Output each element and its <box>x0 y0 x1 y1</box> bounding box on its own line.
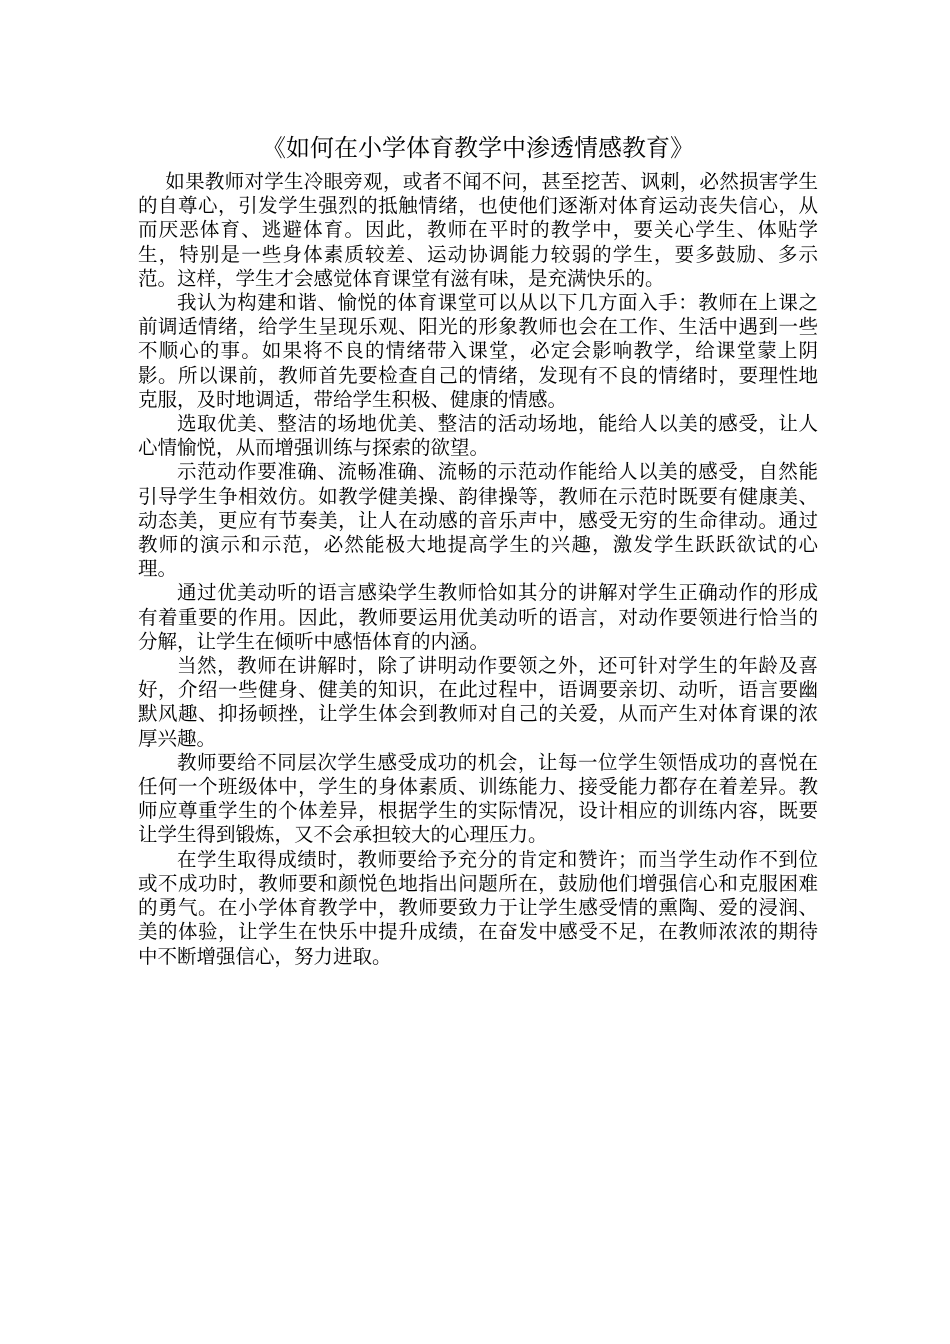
paragraph-4: 示范动作要准确、流畅准确、流畅的示范动作能给人以美的感受，自然能引导学生争相效仿。如教学健美操、韵律操等，教师在示范时既要有健康美、动态美，更应有节奏美，让人在动感的音乐声中，感受无穷的生命律动。通过教师的演示和示范，必然能极大地提高学生的兴趣，激发学生跃跃欲试的心理。 <box>138 460 818 581</box>
paragraph-5: 通过优美动听的语言感染学生教师恰如其分的讲解对学生正确动作的形成有着重要的作用。因此，教师要运用优美动听的语言，对动作要领进行恰当的分解，让学生在倾听中感悟体育的内涵。 <box>138 581 818 653</box>
paragraph-8: 在学生取得成绩时，教师要给予充分的肯定和赞许；而当学生动作不到位或不成功时，教师要和颜悦色地指出问题所在，鼓励他们增强信心和克服困难的勇气。在小学体育教学中，教师要致力于让学生感受情的熏陶、爱的浸润、美的体验，让学生在快乐中提升成绩，在奋发中感受不足，在教师浓浓的期待中不断增强信心，努力进取。 <box>138 847 818 968</box>
paragraph-3: 选取优美、整洁的场地优美、整洁的活动场地，能给人以美的感受，让人心情愉悦，从而增强训练与探索的欲望。 <box>138 412 818 460</box>
paragraph-6: 当然，教师在讲解时，除了讲明动作要领之外，还可针对学生的年龄及喜好，介绍一些健身、健美的知识，在此过程中，语调要亲切、动听，语言要幽默风趣、抑扬顿挫，让学生体会到教师对自己的关爱，从而产生对体育课的浓厚兴趣。 <box>138 654 818 750</box>
paragraph-2: 我认为构建和谐、愉悦的体育课堂可以从以下几方面入手：教师在上课之前调适情绪，给学生呈现乐观、阳光的形象教师也会在工作、生活中遇到一些不顺心的事。如果将不良的情绪带入课堂，必定会影响教学，给课堂蒙上阴影。所以课前，教师首先要检查自己的情绪，发现有不良的情绪时，要理性地克服，及时地调适，带给学生积极、健康的情感。 <box>138 291 818 411</box>
document-title: 《如何在小学体育教学中渗透情感教育》 <box>262 134 694 162</box>
document-page <box>138 132 818 969</box>
paragraph-1: 如果教师对学生冷眼旁观，或者不闻不问，甚至挖苦、讽刺，必然损害学生的自尊心，引发学生强烈的抵触情绪，也使他们逐渐对体育运动丧失信心，从而厌恶体育、逃避体育。因此，教师在平时的教学中，要关心学生、体贴学生，特别是一些身体素质较差、运动协调能力较弱的学生，要多鼓励、多示范。这样，学生才会感觉体育课堂有滋有味，是充满快乐的。 <box>138 170 818 290</box>
paragraph-7: 教师要给不同层次学生感受成功的机会，让每一位学生领悟成功的喜悦在任何一个班级体中，学生的身体素质、训练能力、接受能力都存在着差异。教师应尊重学生的个体差异，根据学生的实际情况，设计相应的训练内容，既要让学生得到锻炼，又不会承担较大的心理压力。 <box>138 750 818 847</box>
